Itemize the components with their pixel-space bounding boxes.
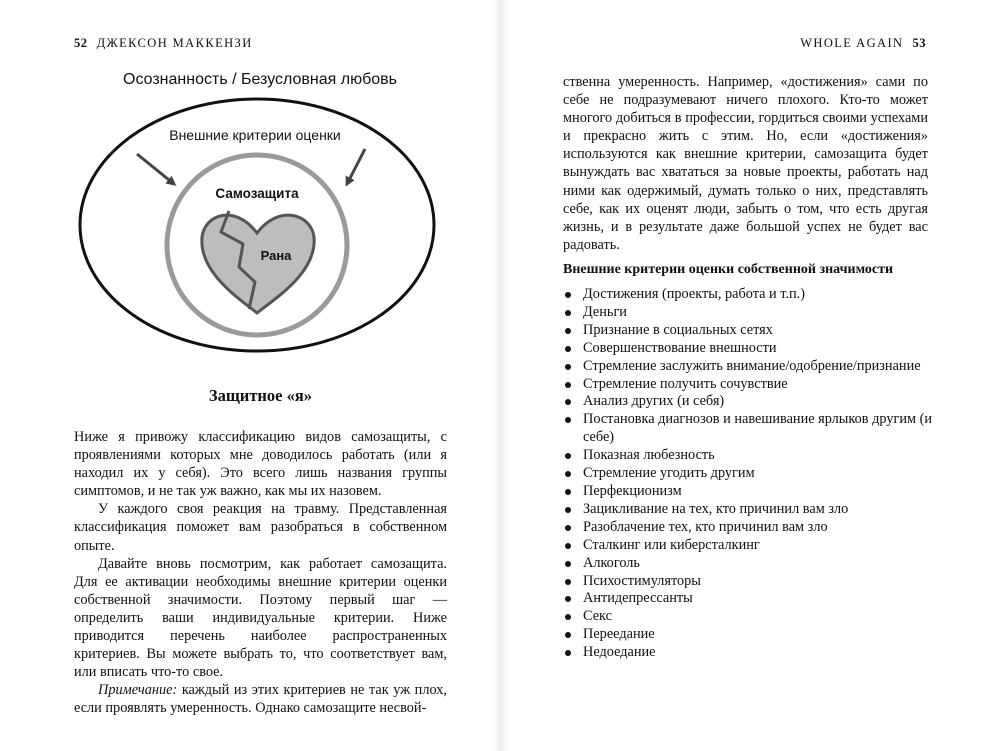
- list-item-text: Стремление получить сочувствие: [583, 375, 788, 392]
- list-item: [563, 358, 933, 376]
- list-item: [563, 340, 933, 358]
- list-item-text: Алкоголь: [583, 554, 640, 571]
- bullet-icon: [565, 525, 571, 531]
- list-item-text: Секс: [583, 608, 612, 625]
- bullet-icon: [565, 632, 571, 638]
- list-item: [563, 286, 933, 304]
- list-item-text: Зацикливание на тех, кто причинил вам зло: [583, 500, 849, 517]
- right-body-text: [563, 73, 928, 254]
- paragraph: Давайте вновь посмотрим, как работает самозащита. Для ее активации необходимы внешние критерии оценки собственной значимости. Поэтому первый шаг — определить ваши индивидуальные критерии. Ниже приводится перечень наиболее распространенных критериев. Вы можете выбрать то, что соответствует вам, или вписать что-то свое.: [74, 555, 447, 681]
- bullet-icon: [565, 328, 571, 334]
- list-item-text: Стремление заслужить внимание/одобрение/признание: [583, 357, 921, 374]
- list-item: [563, 590, 933, 608]
- list-item-text: Показная любезность: [583, 447, 715, 464]
- right-page-number: 53: [912, 36, 926, 50]
- list-item: [563, 537, 933, 555]
- list-item-text: Постановка диагнозов и навешивание ярлыков другим (и себе): [583, 411, 933, 446]
- list-item-text: Стремление угодить другим: [583, 465, 755, 482]
- wound-label: Рана: [260, 248, 292, 263]
- list-item: [563, 501, 933, 519]
- paragraph: У каждого своя реакция на травму. Представленная классификация поможет вам разобраться в собственном опыте.: [74, 501, 447, 554]
- list-item-text: Сталкинг или киберсталкинг: [583, 536, 760, 553]
- list-item: [563, 644, 933, 662]
- paragraph: ственна умеренность. Например, «достижения» сами по себе не подразумевают ничего плохого. Кто-то может многого добиться в профессии, гордиться своими успехами и прекрасно жить с этим. Но, если «достижения» используются как внешние критерии, самозащита будет вынуждать вас хвататься за новые проекты, работать над ними как одержимый, думать только о них, представлять себе, как их оценят люди, забыть о том, что есть другая жизнь, и в результате даже большой успех не будет вас радовать.: [563, 74, 928, 253]
- bullet-icon: [565, 292, 571, 298]
- list-item-text: Психостимуляторы: [583, 572, 701, 589]
- list-item: [563, 447, 933, 465]
- right-running-head: [800, 36, 926, 51]
- list-item: [563, 555, 933, 573]
- list-item: [563, 393, 933, 411]
- right-arrow: [347, 149, 365, 184]
- bullet-icon: [565, 471, 571, 477]
- list-item: [563, 304, 933, 322]
- paragraph: Ниже я привожу классификацию видов самозащиты, с проявлениями которых мне доводилось работать (или я находил их у себя). Это всего лишь названия группы симптомов, и не так уж важно, как мы их назовем.: [74, 429, 447, 500]
- list-item: [563, 608, 933, 626]
- list-item: [563, 483, 933, 501]
- left-page-number: 52: [74, 36, 88, 50]
- list-item: [563, 411, 933, 447]
- left-body-text: [74, 428, 447, 718]
- right-running-title: WHOLE AGAIN: [800, 36, 904, 50]
- bullet-icon: [565, 561, 571, 567]
- bullet-icon: [565, 453, 571, 459]
- bullet-icon: [565, 543, 571, 549]
- list-item: [563, 322, 933, 340]
- bullet-icon: [565, 364, 571, 370]
- self-protection-label: Самозащита: [215, 186, 299, 201]
- list-item-text: Достижения (проекты, работа и т.п.): [583, 286, 806, 302]
- left-running-head: [74, 36, 253, 51]
- bullet-icon: [565, 614, 571, 620]
- list-item: [563, 465, 933, 483]
- self-protection-diagram: [77, 92, 442, 362]
- bullet-icon: [565, 310, 571, 316]
- list-item-text: Деньги: [583, 303, 627, 320]
- outer-label: Внешние критерии оценки: [169, 127, 341, 143]
- left-arrow: [137, 154, 174, 184]
- note-label: Примечание:: [98, 682, 178, 699]
- bullet-icon: [565, 399, 571, 405]
- list-item-text: Антидепрессанты: [583, 590, 693, 607]
- list-item-text: Недоедание: [583, 644, 656, 661]
- list-item-text: Совершенствование внешности: [583, 339, 777, 356]
- note-paragraph: [74, 681, 447, 717]
- list-item: [563, 376, 933, 394]
- list-item: [563, 626, 933, 644]
- list-item-text: Анализ других (и себя): [583, 393, 725, 410]
- list-item-text: Переедание: [583, 626, 655, 643]
- diagram-caption: Осознанность / Безусловная любовь: [123, 71, 397, 88]
- bullet-icon: [565, 579, 571, 585]
- bullet-icon: [565, 650, 571, 656]
- page-gutter: [492, 0, 510, 751]
- section-heading: Защитное «я»: [208, 386, 313, 405]
- bullet-icon: [565, 346, 571, 352]
- bullet-icon: [565, 489, 571, 495]
- criteria-list: [563, 286, 933, 662]
- list-item-text: Разоблачение тех, кто причинил вам зло: [583, 518, 828, 535]
- list-item-text: Перфекционизм: [583, 482, 682, 499]
- note-text: каждый из этих критериев не так уж плох, если проявлять умеренность. Однако самозащите несвой-: [74, 682, 447, 717]
- heart-shape: [202, 215, 314, 313]
- bullet-icon: [565, 507, 571, 513]
- left-running-title: ДЖЕКСОН МАККЕНЗИ: [96, 36, 253, 50]
- list-item-text: Признание в социальных сетях: [583, 321, 773, 338]
- bullet-icon: [565, 417, 571, 423]
- criteria-list-title: Внешние критерии оценки собственной значимости: [563, 262, 894, 277]
- bullet-icon: [565, 596, 571, 602]
- list-item: [563, 573, 933, 591]
- list-item: [563, 519, 933, 537]
- bullet-icon: [565, 382, 571, 388]
